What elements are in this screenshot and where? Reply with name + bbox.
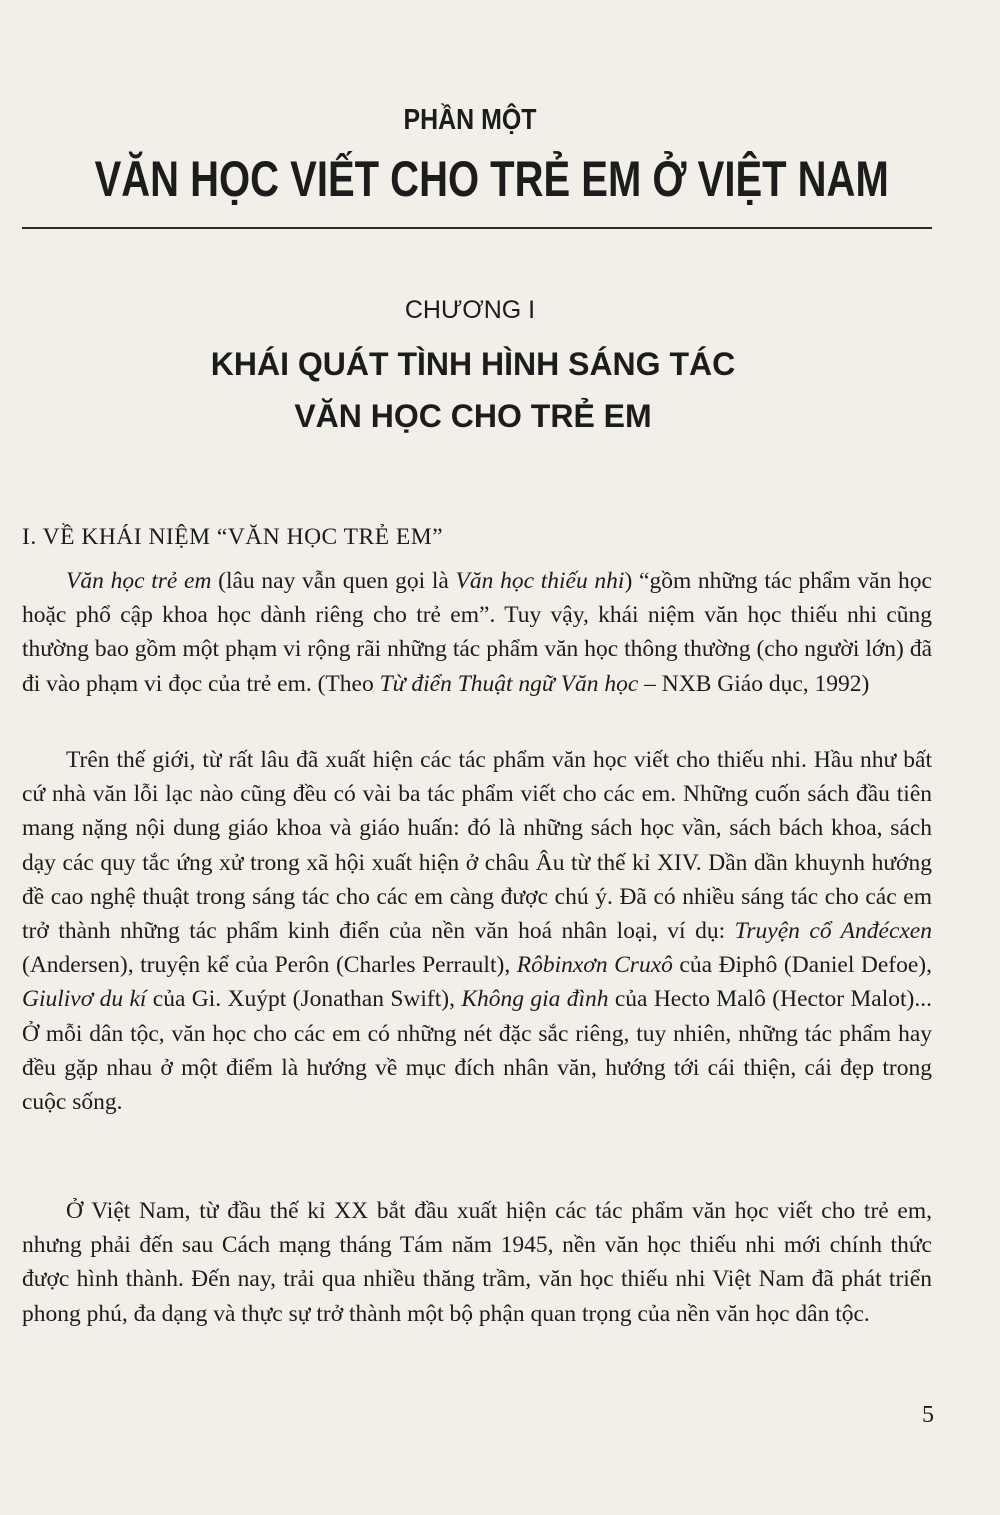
text-run: (Andersen), truyện kể của Perôn (Charles Perrault), <box>22 952 517 979</box>
italic-term: Văn học trẻ em <box>66 568 212 594</box>
text-run: ) “gồm những tác phẩm văn học hoặc phổ cập khoa học dành riêng cho trẻ em”. Tuy vậy, khái niệm văn học thiếu nhi cũng thường bao gồm một phạm vi rộng rãi những tác phẩm văn học thông thường (cho người lớn) đã đi vào phạm vi đọc của trẻ em. (Theo <box>22 568 932 697</box>
page-number: 5 <box>922 1402 934 1428</box>
italic-title: Không gia đình <box>461 986 609 1013</box>
italic-term: Văn học thiếu nhi <box>455 568 625 594</box>
italic-title: Từ điển Thuật ngữ Văn học <box>379 670 639 697</box>
chapter-title-line-1: KHÁI QUÁT TÌNH HÌNH SÁNG TÁC <box>210 346 736 382</box>
part-title: VĂN HỌC VIẾT CHO TRẺ EM Ở VIỆT NAM <box>94 151 889 207</box>
part-label: PHẦN MỘT <box>403 104 537 136</box>
text-run: (lâu nay vẫn quen gọi là <box>211 568 456 594</box>
text-run: – NXB Giáo dục, 1992) <box>638 670 870 697</box>
text-run: của Hecto Malô (Hector Malot)... Ở mỗi dân tộc, văn học cho các em có những nét đặc sắc riêng, tuy nhiên, những tác phẩm hay đều gặp nhau ở một điểm là hướng về mục đích nhân văn, hướng tới cái thiện, cái đẹp trong cuộc sống. <box>22 986 932 1116</box>
paragraph-vietnam <box>22 1194 932 1331</box>
italic-title: Rôbinxơn Cruxô <box>516 952 673 979</box>
chapter-title <box>0 338 946 442</box>
text-run: của Điphô (Daniel Defoe), <box>672 952 932 979</box>
text-run: Ở Việt Nam, từ đầu thế kỉ XX bắt đầu xuất hiện các tác phẩm văn học viết cho trẻ em, nhưng phải đến sau Cách mạng tháng Tám năm 1945, nền văn học thiếu nhi mới chính thức được hình thành. Đến nay, trải qua nhiều thăng trầm, văn học thiếu nhi Việt Nam đã phát triển phong phú, đa dạng và thực sự trở thành một bộ phận quan trọng của nền văn học dân tộc. <box>22 1198 932 1327</box>
paragraph-world-history <box>22 743 932 1119</box>
title-divider <box>22 227 932 229</box>
section-heading: I. VỀ KHÁI NIỆM “VĂN HỌC TRẺ EM” <box>22 524 444 550</box>
text-run: của Gi. Xuýpt (Jonathan Swift), <box>146 986 462 1013</box>
text-run: Trên thế giới, từ rất lâu đã xuất hiện các tác phẩm văn học viết cho thiếu nhi. Hầu như bất cứ nhà văn lỗi lạc nào cũng đều có vài ba tác phẩm viết cho các em. Những cuốn sách đầu tiên mang nặng nội dung giáo khoa và giáo huấn: đó là những sách học vần, sách bách khoa, sách dạy các quy tắc ứng xử trong xã hội xuất hiện ở châu Âu từ thế kỉ XIV. Dần dần khuynh hướng đề cao nghệ thuật trong sáng tác cho các em càng được chú ý. Đã có nhiều sáng tác cho các em trở thành những tác phẩm kinh điển của nền văn hoá nhân loại, ví dụ: <box>22 747 932 945</box>
paragraph-definition <box>22 564 932 701</box>
italic-title: Truyện cổ Anđécxen <box>734 918 932 945</box>
italic-title: Giulivơ du kí <box>22 986 147 1013</box>
chapter-title-line-2: VĂN HỌC CHO TRẺ EM <box>294 398 652 434</box>
chapter-label: CHƯƠNG I <box>404 296 536 324</box>
